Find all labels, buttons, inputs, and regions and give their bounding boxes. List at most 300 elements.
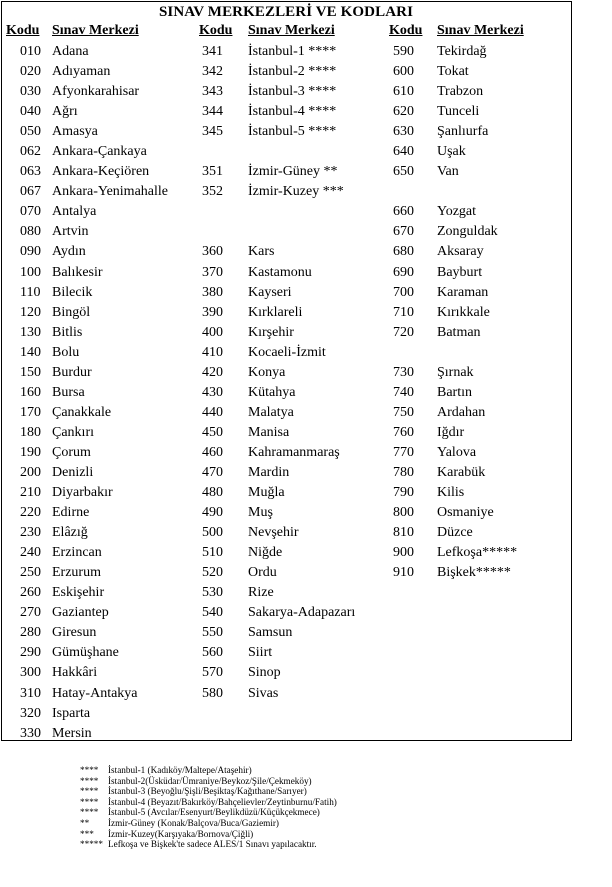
table-row (199, 383, 355, 403)
table-row (6, 463, 168, 483)
center-code: 140 (20, 344, 41, 360)
center-name: Ankara-Yenimahalle (52, 184, 168, 200)
table-row (389, 443, 524, 463)
table-row (6, 182, 168, 202)
center-name: Ankara-Keçiören (52, 164, 150, 180)
page-title: SINAV MERKEZLERİ VE KODLARI (158, 4, 414, 20)
table-row (6, 202, 168, 222)
footnote-mark: **** (80, 807, 99, 818)
center-code: 710 (393, 304, 414, 320)
center-name: Kahramanmaraş (248, 444, 340, 460)
table-row (6, 423, 168, 443)
table-row (6, 42, 168, 62)
table-row (389, 363, 524, 383)
center-code: 020 (20, 64, 41, 80)
table-row (6, 603, 168, 623)
center-code: 040 (20, 104, 41, 120)
footnote-mark: **** (80, 765, 99, 775)
center-code: 750 (393, 404, 414, 420)
table-row (6, 122, 168, 142)
table-row (389, 483, 524, 503)
center-name: Şırnak (437, 364, 474, 380)
center-name: Karabük (437, 464, 486, 480)
center-name: Mersin (52, 725, 92, 741)
table-row (389, 102, 524, 122)
footnote-text: İstanbul-5 (Avcılar/Esenyurt/Beylikdüzü/Küçükçekmece) (108, 807, 320, 818)
center-code: 370 (202, 264, 223, 280)
table-row (389, 323, 524, 343)
center-name: Lefkoşa***** (437, 545, 518, 561)
table-row (389, 543, 524, 563)
table-row (199, 202, 355, 222)
footnote-text: İstanbul-3 (Beyoğlu/Şişli/Beşiktaş/Kağıthane/Sarıyer) (108, 786, 307, 797)
center-name: Ankara-Çankaya (52, 144, 147, 160)
center-name: Bingöl (52, 304, 91, 320)
center-code: 120 (20, 304, 41, 320)
table-row (6, 403, 168, 423)
table-row (6, 242, 168, 262)
center-name: İstanbul-4 **** (248, 104, 337, 120)
footnote-text: İstanbul-2(Üsküdar/Ümraniye/Beykoz/Şile/Çekmeköy) (108, 775, 312, 786)
footnote (80, 818, 337, 829)
center-name: İstanbul-5 **** (248, 124, 337, 140)
center-name: Diyarbakır (52, 485, 113, 501)
center-name: Antalya (52, 204, 97, 220)
center-code (389, 182, 437, 202)
center-code: 640 (393, 144, 414, 160)
center-code: 570 (202, 665, 223, 681)
table-row (6, 704, 168, 724)
table-row (199, 303, 355, 323)
center-code: 150 (20, 364, 41, 380)
center-code: 790 (393, 485, 414, 501)
footnote (80, 776, 337, 787)
center-code: 530 (202, 585, 223, 601)
center-name: Karaman (437, 284, 489, 300)
center-code: 050 (20, 124, 41, 140)
center-name: Bilecik (52, 284, 93, 300)
table-row (6, 82, 168, 102)
center-name: Artvin (52, 224, 89, 240)
center-code: 680 (393, 244, 414, 260)
column-2 (199, 23, 355, 704)
center-name: İzmir-Kuzey *** (248, 184, 344, 200)
center-code: 590 (393, 44, 414, 59)
center-name: Hatay-Antakya (52, 685, 138, 701)
center-code: 351 (202, 164, 223, 180)
center-name: Hakkâri (52, 665, 98, 681)
table-row (199, 403, 355, 423)
table-row (199, 443, 355, 463)
center-code: 290 (20, 645, 41, 661)
center-code: 900 (393, 545, 414, 561)
table-row (389, 283, 524, 303)
table-row (6, 643, 168, 663)
center-code: 345 (202, 124, 223, 140)
center-code: 010 (20, 44, 41, 59)
center-name: Isparta (52, 705, 91, 721)
table-row (6, 363, 168, 383)
center-code: 090 (20, 244, 41, 260)
center-code: 380 (202, 284, 223, 300)
table-row (6, 323, 168, 343)
center-name: Kars (248, 244, 275, 260)
center-code: 260 (20, 585, 41, 601)
header-code: Kodu (6, 23, 40, 38)
center-code: 390 (202, 304, 223, 320)
center-name: Malatya (248, 404, 294, 420)
center-name: Kırıkkale (437, 304, 490, 320)
table-row (6, 263, 168, 283)
table-row (389, 403, 524, 423)
center-code: 300 (20, 665, 41, 681)
table-row (199, 563, 355, 583)
center-name: Mardin (248, 464, 290, 480)
rows (6, 42, 168, 744)
table-row (199, 42, 355, 62)
center-code: 480 (202, 485, 223, 501)
table-row (199, 102, 355, 122)
table-row (6, 623, 168, 643)
center-code (199, 222, 248, 242)
center-code: 630 (393, 124, 414, 140)
footnote-text: Lefkoşa ve Bişkek'te sadece ALES/1 Sınavı yapılacaktır. (108, 839, 317, 850)
center-code: 342 (202, 64, 223, 80)
table-row (389, 242, 524, 262)
center-name: Kocaeli-İzmit (248, 344, 326, 360)
table-row (6, 222, 168, 242)
center-name: Aydın (52, 244, 86, 260)
center-name: Edirne (52, 505, 90, 521)
footnote (80, 786, 337, 797)
center-code: 343 (202, 84, 223, 100)
center-name: Çankırı (52, 424, 94, 440)
center-code: 460 (202, 444, 223, 460)
header-center: Sınav Merkezi (248, 23, 335, 38)
center-code: 440 (202, 404, 223, 420)
center-name: Nevşehir (248, 525, 299, 541)
center-code: 800 (393, 505, 414, 521)
center-code: 470 (202, 464, 223, 480)
footnote-text: İzmir-Kuzey(Karşıyaka/Bornova/Çiğli) (108, 828, 254, 839)
table-row (199, 423, 355, 443)
center-name: Çanakkale (52, 404, 112, 420)
table-row (389, 523, 524, 543)
column-header (6, 23, 168, 41)
table-row (199, 663, 355, 683)
table-row (6, 543, 168, 563)
center-code: 500 (202, 525, 223, 541)
center-code: 360 (202, 244, 223, 260)
center-name: Iğdır (437, 424, 465, 440)
center-code: 690 (393, 264, 414, 280)
center-code: 110 (20, 284, 41, 300)
table-row (389, 343, 524, 363)
footnote (80, 829, 337, 840)
center-code: 250 (20, 565, 41, 581)
table-row (199, 483, 355, 503)
footnote-mark: **** (80, 796, 99, 807)
center-name: İstanbul-1 **** (248, 44, 337, 59)
center-code: 560 (202, 645, 223, 661)
center-name: Zonguldak (437, 224, 498, 240)
center-name: Muş (248, 505, 273, 521)
footnote-text: İzmir-Güney (Konak/Balçova/Buca/Gaziemir) (108, 817, 279, 828)
table-row (199, 162, 355, 182)
center-code: 070 (20, 204, 41, 220)
center-code: 410 (202, 344, 223, 360)
table-row (389, 142, 524, 162)
column-header (199, 23, 355, 41)
center-name: Eskişehir (52, 585, 105, 601)
column-3 (389, 23, 524, 583)
table-row (389, 263, 524, 283)
center-code: 490 (202, 505, 223, 521)
table-row (199, 503, 355, 523)
center-code: 190 (20, 444, 41, 460)
center-code: 740 (393, 384, 414, 400)
table-row (199, 643, 355, 663)
table-row (389, 303, 524, 323)
table-row (6, 523, 168, 543)
center-code: 660 (393, 204, 414, 220)
table-row (389, 202, 524, 222)
center-code: 160 (20, 384, 41, 400)
center-code: 130 (20, 324, 41, 340)
center-code: 610 (393, 84, 414, 100)
center-code: 770 (393, 444, 414, 460)
center-name: Kırşehir (248, 324, 294, 340)
center-name: Afyonkarahisar (52, 84, 140, 100)
center-name: Van (437, 164, 459, 180)
table-row (199, 142, 355, 162)
center-name: Kayseri (248, 284, 292, 300)
table-row (199, 122, 355, 142)
table-row (199, 543, 355, 563)
table-row (199, 263, 355, 283)
center-name: Şanlıurfa (437, 124, 489, 140)
table-row (389, 82, 524, 102)
center-name: Denizli (52, 464, 94, 480)
table-row (199, 62, 355, 82)
table-row (6, 583, 168, 603)
header-center: Sınav Merkezi (437, 23, 524, 38)
footnote (80, 807, 337, 818)
center-name: Sinop (248, 665, 281, 681)
center-name: Bişkek***** (437, 565, 511, 581)
center-name: Batman (437, 324, 481, 340)
table-row (6, 663, 168, 683)
center-name: Balıkesir (52, 264, 103, 280)
center-code: 730 (393, 364, 414, 380)
center-code: 420 (202, 364, 223, 380)
header-code: Kodu (389, 23, 423, 38)
center-code: 670 (393, 224, 414, 240)
center-code: 180 (20, 424, 41, 440)
center-code: 352 (202, 184, 223, 200)
footnote (80, 765, 337, 776)
rows (389, 42, 524, 583)
center-name: Tokat (437, 64, 469, 80)
center-code: 030 (20, 84, 41, 100)
table-row (389, 423, 524, 443)
table-row (389, 42, 524, 62)
center-code: 620 (393, 104, 414, 120)
center-code: 310 (20, 685, 41, 701)
center-name: Gümüşhane (52, 645, 119, 661)
table-row (199, 283, 355, 303)
center-name: Sakarya-Adapazarı (248, 605, 356, 621)
footnote-text: İstanbul-1 (Kadıköy/Maltepe/Ataşehir) (108, 765, 252, 775)
center-name: Burdur (52, 364, 92, 380)
center-name: Bitlis (52, 324, 83, 340)
table-row (389, 563, 524, 583)
center-name: Konya (248, 364, 286, 380)
center-code: 270 (20, 605, 41, 621)
table-row (199, 242, 355, 262)
center-code: 780 (393, 464, 414, 480)
center-name: Gaziantep (52, 605, 109, 621)
table-row (199, 182, 355, 202)
center-name: Manisa (248, 424, 290, 440)
center-name: Erzincan (52, 545, 102, 561)
table-row (6, 383, 168, 403)
footnote-mark: **** (80, 786, 99, 797)
center-name: Amasya (52, 124, 98, 140)
center-name: Muğla (248, 485, 285, 501)
center-name: Elâzığ (52, 525, 88, 541)
table-row (389, 383, 524, 403)
center-name: Sivas (248, 685, 279, 701)
table-row (389, 222, 524, 242)
center-code: 700 (393, 284, 414, 300)
center-name: İzmir-Güney ** (248, 164, 338, 180)
center-code: 280 (20, 625, 41, 641)
table-row (389, 162, 524, 182)
footnote (80, 839, 337, 850)
table-row (6, 724, 168, 744)
table-row (6, 303, 168, 323)
table-row (199, 463, 355, 483)
center-name: Samsun (248, 625, 293, 641)
table-row (199, 323, 355, 343)
center-code: 230 (20, 525, 41, 541)
center-name: Osmaniye (437, 505, 494, 521)
center-name: İstanbul-3 **** (248, 84, 337, 100)
table-row (199, 82, 355, 102)
center-code: 200 (20, 464, 41, 480)
center-code: 810 (393, 525, 414, 541)
center-name: Tekirdağ (437, 44, 487, 59)
table-row (6, 102, 168, 122)
center-code: 063 (20, 164, 41, 180)
center-code: 210 (20, 485, 41, 501)
center-name: Siirt (248, 645, 273, 661)
table-row (6, 162, 168, 182)
footnote-mark: *** (80, 828, 94, 839)
center-name: Kütahya (248, 384, 296, 400)
center-name: Niğde (248, 545, 283, 561)
table-row (6, 443, 168, 463)
center-name: Bayburt (437, 264, 483, 280)
center-code: 320 (20, 705, 41, 721)
table-row (199, 343, 355, 363)
table-row (199, 222, 355, 242)
table-row (6, 503, 168, 523)
center-name: Kastamonu (248, 264, 312, 280)
center-name: İstanbul-2 **** (248, 64, 337, 80)
center-code: 170 (20, 404, 41, 420)
table-row (6, 283, 168, 303)
center-code: 344 (202, 104, 223, 120)
center-name: Rize (248, 585, 274, 601)
center-name: Ağrı (52, 104, 78, 120)
center-code: 450 (202, 424, 223, 440)
center-name: Düzce (437, 525, 473, 541)
table-row (199, 603, 355, 623)
center-name: Bartın (437, 384, 472, 400)
rows (199, 42, 355, 704)
center-code (389, 343, 437, 363)
table-row (199, 583, 355, 603)
center-code: 510 (202, 545, 223, 561)
footnote (80, 797, 337, 808)
center-code: 550 (202, 625, 223, 641)
center-name: Aksaray (437, 244, 484, 260)
table-row (6, 684, 168, 704)
center-code: 580 (202, 685, 223, 701)
table-row (199, 363, 355, 383)
center-name: Giresun (52, 625, 97, 641)
center-name: Yalova (437, 444, 477, 460)
center-code: 720 (393, 324, 414, 340)
center-code: 341 (202, 44, 223, 59)
center-name: Trabzon (437, 84, 484, 100)
center-code (199, 142, 248, 162)
center-name: Ordu (248, 565, 277, 581)
center-name: Ardahan (437, 404, 486, 420)
footnote-text: İstanbul-4 (Beyazıt/Bakırköy/Bahçelievler/Zeytinburnu/Fatih) (108, 796, 337, 807)
center-code: 760 (393, 424, 414, 440)
center-code: 650 (393, 164, 414, 180)
center-name: Kırklareli (248, 304, 303, 320)
table-row (389, 122, 524, 142)
table-row (389, 182, 524, 202)
table-row (199, 623, 355, 643)
table-row (6, 483, 168, 503)
table-row (6, 343, 168, 363)
center-code: 600 (393, 64, 414, 80)
footnote-mark: ** (80, 817, 90, 828)
center-name: Adıyaman (52, 64, 111, 80)
table-row (6, 142, 168, 162)
center-code: 330 (20, 725, 41, 741)
center-code: 430 (202, 384, 223, 400)
center-name: Yozgat (437, 204, 477, 220)
center-name: Bursa (52, 384, 85, 400)
center-code: 062 (20, 144, 41, 160)
table-row (6, 62, 168, 82)
center-code (199, 202, 248, 222)
header-code: Kodu (199, 23, 233, 38)
center-name: Bolu (52, 344, 80, 360)
center-name: Adana (52, 44, 89, 59)
table-row (199, 523, 355, 543)
footnote-mark: **** (80, 775, 99, 786)
center-name: Uşak (437, 144, 466, 160)
footnote-mark: ***** (80, 839, 103, 850)
center-name: Kilis (437, 485, 465, 501)
